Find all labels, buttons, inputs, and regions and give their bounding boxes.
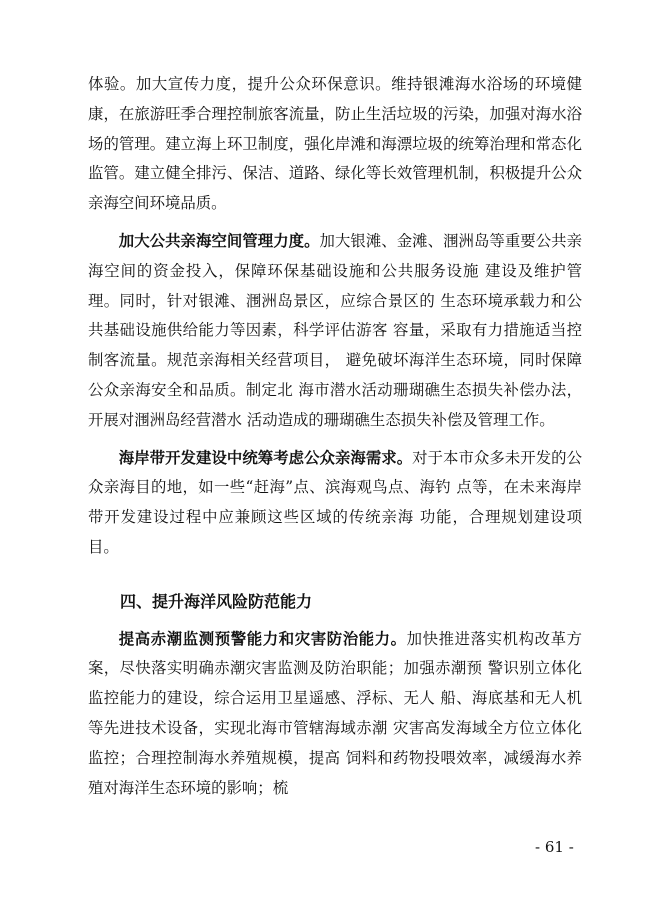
paragraph-4 bbox=[88, 625, 582, 804]
document-page bbox=[88, 70, 582, 803]
paragraph-4-lead: 提高赤潮监测预警能力和灾害防治能力。 bbox=[118, 629, 407, 648]
paragraph-3 bbox=[88, 444, 582, 563]
paragraph-1-text: 体验。加大宣传力度，提升公众环保意识。维持银滩海水浴场的环境健康，在旅游旺季合理控制旅客流量，防止生活垃圾的污染，加强对海水浴场的管理。建立海上环卫制度，强化岸滩和海漂垃圾的统筹治理和常态化监管。建立健全排污、保洁、道路、绿化等长效管理机制，积极提升公众亲海空间环境品质。 bbox=[88, 75, 582, 213]
paragraph-1 bbox=[88, 70, 582, 219]
paragraph-2-lead: 加大公共亲海空间管理力度。 bbox=[118, 231, 320, 250]
page-number: - 61 - bbox=[535, 838, 574, 856]
section-heading: 四、提升海洋风险防范能力 bbox=[120, 591, 313, 611]
paragraph-2-text: 加大银滩、金滩、涠洲岛等重要公共亲海空间的资金投入，保障环保基础设施和公共服务设施 建设及维护管理。同时，针对银滩、涠洲岛景区，应综合景区的 生态环境承载力和公共基础设施供给能力等因素，科学评估游客 容量，采取有力措施适当控制客流量。规范亲海相关经营项目， 避免破坏海洋生态环境，同时保障公众亲海安全和品质。制定北 海市潜水活动珊瑚礁生态损失补偿办法，开展对涠洲岛经营潜水 活动造成的珊瑚礁生态损失补偿及管理工作。 bbox=[88, 231, 582, 429]
paragraph-3-text: 对于本市众多未开发的公众亲海目的地，如一些“赶海”点、滨海观鸟点、海钓 点等，在未来海岸带开发建设过程中应兼顾这些区域的传统亲海 功能，合理规划建设项目。 bbox=[88, 448, 582, 556]
paragraph-4-text: 加快推进落实机构改革方案，尽快落实明确赤潮灾害监测及防治职能；加强赤潮预 警识别立体化监控能力的建设，综合运用卫星遥感、浮标、无人 船、海底基和无人机等先进技术设备，实现北海市管辖海域赤潮 灾害高发海域全方位立体化监控；合理控制海水养殖规模，提高 饲料和药物投喂效率，减缓海水养殖对海洋生态环境的影响；梳 bbox=[88, 629, 582, 797]
paragraph-2 bbox=[88, 227, 582, 436]
paragraph-3-lead: 海岸带开发建设中统筹考虑公众亲海需求。 bbox=[118, 448, 413, 467]
